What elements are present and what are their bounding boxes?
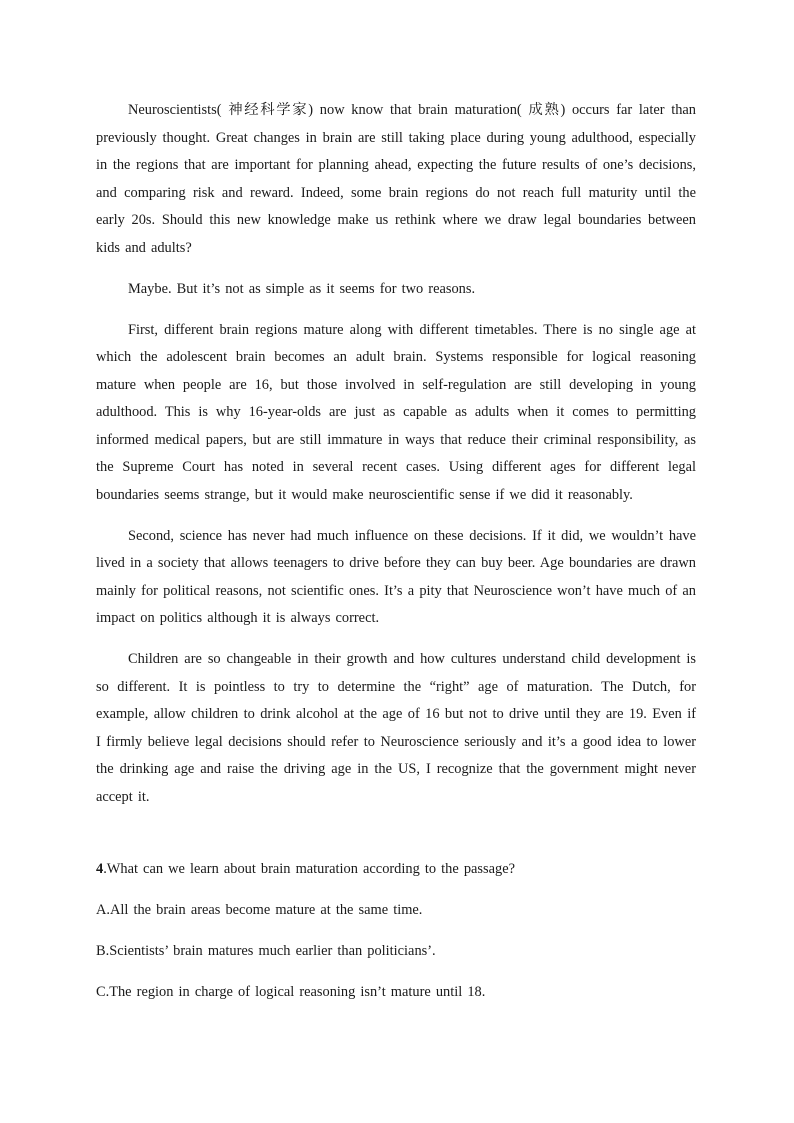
question-text: .What can we learn about brain maturation according to the passage? [103,861,515,877]
question-block [96,856,696,1007]
passage-paragraph-3: First, different brain regions mature along with different timetables. There is no single age at which the adolescent brain becomes an adult brain. Systems responsible for logical reasoning mature when people are 16, but those involved in self-regulation are still developing in young adulthood. This is why 16-year-olds are just as capable as adults when it comes to permitting informed medical papers, but are still immature in ways that reduce their criminal responsibility, as the Supreme Court has noted in several recent cases. Using different ages for different legal boundaries seems strange, but it would make neuroscientific sense if we did it reasonably. [96,321,696,503]
option-a: A.All the brain areas become mature at the same time. [96,902,423,918]
option-b: B.Scientists’ brain matures much earlier than politicians’. [96,943,436,959]
passage-paragraph-4: Second, science has never had much influence on these decisions. If it did, we wouldn’t have lived in a society that allows teenagers to drive before they can buy beer. Age boundaries are drawn mainly for political reasons, not scientific ones. It’s a pity that Neuroscience won’t have much of an impact on politics although it is always correct. [96,527,696,626]
reading-passage [96,97,696,811]
question-number: 4 [96,861,104,877]
option-c: C.The region in charge of logical reasoning isn’t mature until 18. [96,984,486,1000]
question-stem [96,856,696,884]
passage-paragraph-1: Neuroscientists( 神经科学家) now know that brain maturation( 成熟) occurs far later than previously thought. Great changes in brain are still taking place during young adulthood, especially in the regions that are important for planning ahead, expecting the future results of one’s decisions, and comparing risk and reward. Indeed, some brain regions do not reach full maturity until the early 20s. Should this new knowledge make us rethink where we draw legal boundaries between kids and adults? [96,102,696,256]
passage-paragraph-5: Children are so changeable in their growth and how cultures understand child development is so different. It is pointless to try to determine the “right” age of maturation. The Dutch, for example, allow children to drink alcohol at the age of 16 but not to drive until they are 19. Even if I firmly believe legal decisions should refer to Neuroscience seriously and it’s a good idea to lower the drinking age and raise the driving age in the US, I recognize that the government might never accept it. [96,651,696,805]
passage-paragraph-2: Maybe. But it’s not as simple as it seems for two reasons. [128,280,476,297]
